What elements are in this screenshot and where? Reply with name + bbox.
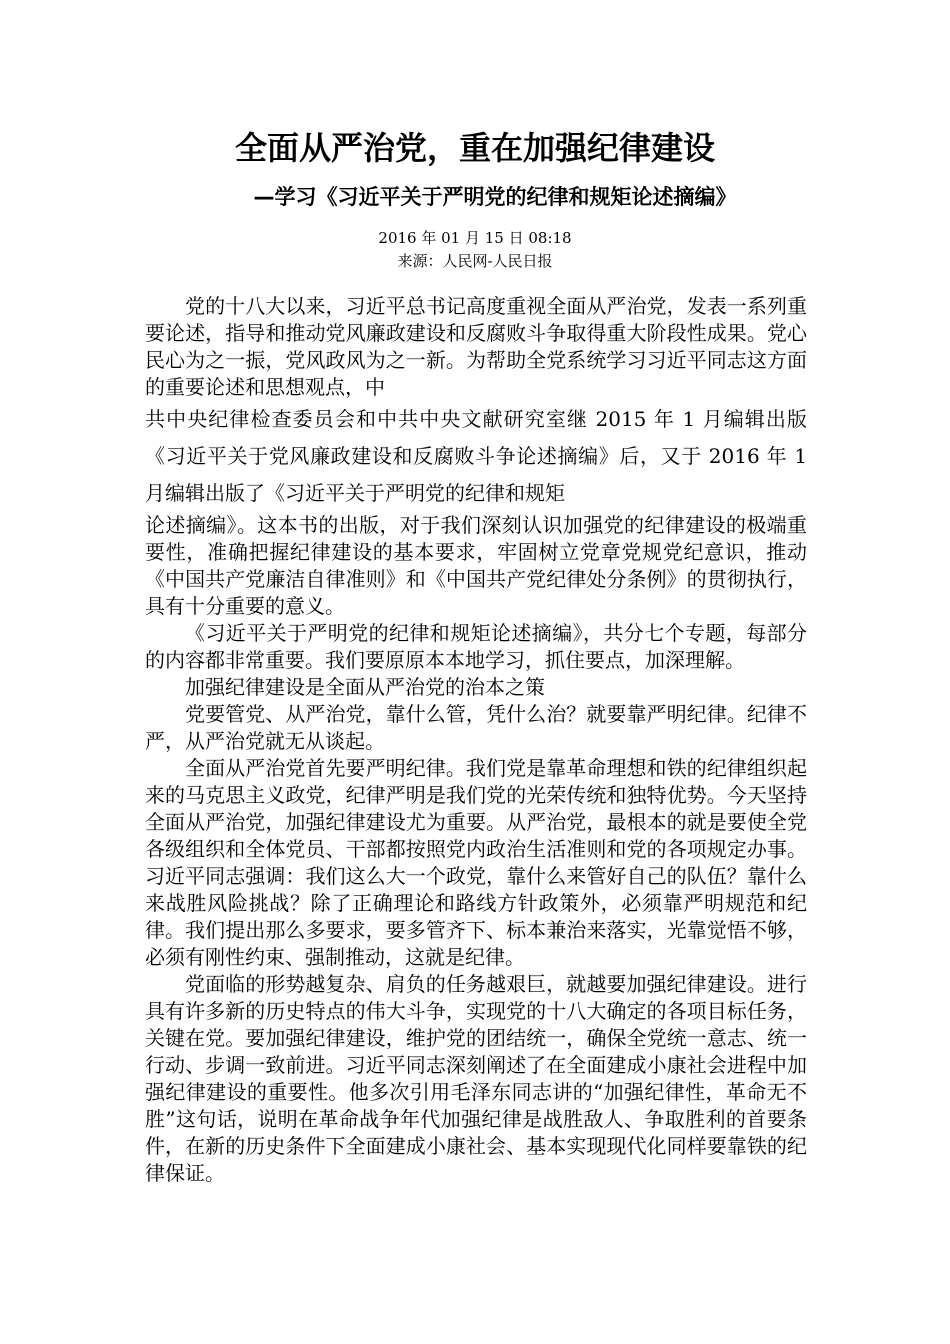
article-title: 全面从严治党，重在加强纪律建设 xyxy=(234,129,715,167)
paragraph-3: 党要管党、从严治党，靠什么管，凭什么治？就要靠严明纪律。纪律不严，从严治党就无从谈起。 xyxy=(145,702,807,753)
article-body xyxy=(145,293,807,1187)
article-subtitle: —学习《习近平关于严明党的纪律和规矩论述摘编》 xyxy=(253,185,737,209)
paragraph-1-end: 论述摘编》。这本书的出版，对于我们深刻认识加强党的纪律建设的极端重要性，准确把握纪律建设的基本要求，牢固树立党章党规党纪意识，推动《中国共产党廉洁自律准则》和《中国共产党纪律处分条例》的贯彻执行，具有十分重要的意义。 xyxy=(145,513,807,618)
paragraph-1-continued: 共中央纪律检查委员会和中共中央文献研究室继 2015 年 1 月编辑出版《习近平关于党风廉政建设和反腐败斗争论述摘编》后，又于 2016 年 1 月编辑出版了《习近平关于严明党的纪律和规矩 xyxy=(145,407,807,505)
paragraph-5: 党面临的形势越复杂、肩负的任务越艰巨，就越要加强纪律建设。进行具有许多新的历史特点的伟大斗争，实现党的十八大确定的各项目标任务，关键在党。要加强纪律建设，维护党的团结统一，确保全党统一意志、统一行动、步调一致前进。习近平同志深刻阐述了在全面建成小康社会进程中加强纪律建设的重要性。他多次引用毛泽东同志讲的“加强纪律性，革命无不胜”这句话，说明在革命战争年代加强纪律是战胜敌人、争取胜利的首要条件，在新的历史条件下全面建成小康社会、基本实现现代化同样要靠铁的纪律保证。 xyxy=(145,972,807,1185)
section-heading: 加强纪律建设是全面从严治党的治本之策 xyxy=(185,675,545,699)
paragraph-1: 党的十八大以来，习近平总书记高度重视全面从严治党，发表一系列重要论述，指导和推动党风廉政建设和反腐败斗争取得重大阶段性成果。党心民心为之一振，党风政风为之一新。为帮助全党系统学习习近平同志这方面的重要论述和思想观点，中 xyxy=(145,294,807,399)
paragraph-4: 全面从严治党首先要严明纪律。我们党是靠革命理想和铁的纪律组织起来的马克思主义政党，纪律严明是我们党的光荣传统和独特优势。今天坚持全面从严治党，加强纪律建设尤为重要。从严治党，最根本的就是要使全党各级组织和全体党员、干部都按照党内政治生活准则和党的各项规定办事。习近平同志强调：我们这么大一个政党，靠什么来管好自己的队伍？靠什么来战胜风险挑战？除了正确理论和路线方针政策外，必须靠严明规范和纪律。我们提出那么多要求，要多管齐下、标本兼治来落实，光靠觉悟不够，必须有刚性约束、强制推动，这就是纪律。 xyxy=(145,756,807,969)
article-source: 来源：人民网-人民日报 xyxy=(397,252,553,270)
publish-date: 2016 年 01 月 15 日 08:18 xyxy=(378,229,572,247)
paragraph-2: 《习近平关于严明党的纪律和规矩论述摘编》，共分七个专题，每部分的内容都非常重要。我们要原原本本地学习，抓住要点，加深理解。 xyxy=(145,621,807,672)
